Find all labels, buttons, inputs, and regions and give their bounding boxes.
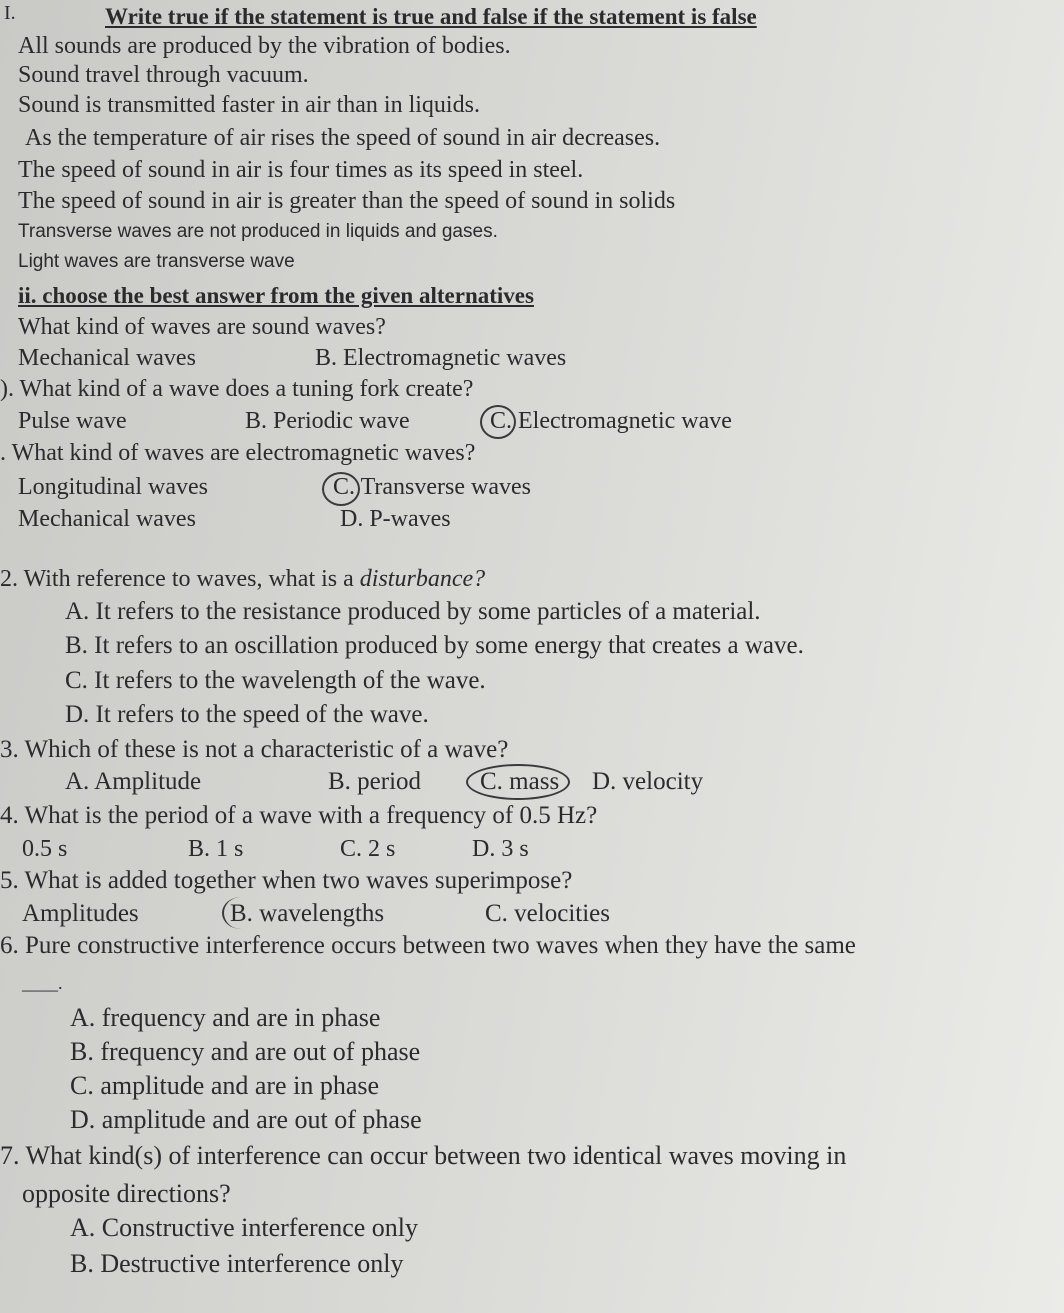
option: D. P-waves (340, 506, 451, 532)
option: A. Amplitude (65, 768, 202, 795)
option: D. velocity (592, 768, 704, 795)
question-text: 2. With reference to waves, what is a (0, 566, 360, 592)
statement: The speed of sound in air is greater than the speed of sound in solids (18, 188, 676, 214)
option: C. 2 s (340, 836, 396, 862)
option: D. It refers to the speed of the wave. (65, 701, 429, 728)
option: C. mass (480, 768, 560, 795)
statement: Sound is transmitted faster in air than in liquids. (18, 92, 480, 118)
question: 6. Pure constructive interference occurs between two waves when they have the same (0, 932, 856, 959)
option: C. amplitude and are in phase (70, 1071, 380, 1100)
section2-heading: ii. choose the best answer from the given alternatives (18, 283, 534, 308)
question: 5. What is added together when two waves superimpose? (0, 867, 573, 894)
option: C. Electromagnetic wave (490, 408, 732, 434)
option: C. Transverse waves (333, 474, 531, 500)
question (0, 566, 485, 592)
option: B. It refers to an oscillation produced by some energy that creates a wave. (65, 632, 804, 659)
answer-circle (322, 472, 360, 506)
option: B. 1 s (188, 836, 244, 862)
statement: Sound travel through vacuum. (18, 62, 309, 88)
question-continued: opposite directions? (22, 1179, 231, 1208)
section-number: I. (4, 2, 16, 24)
question: 7. What kind(s) of interference can occur between two identical waves moving in (0, 1141, 847, 1170)
section1-heading: Write true if the statement is true and false if the statement is false (105, 4, 757, 29)
answer-mark (222, 897, 260, 929)
option: 0.5 s (22, 836, 68, 862)
statement: As the temperature of air rises the speed of sound in air decreases. (25, 125, 661, 151)
option: Mechanical waves (18, 345, 196, 371)
option: B. Destructive interference only (70, 1249, 404, 1278)
option: B. period (328, 768, 422, 795)
option: B. Electromagnetic waves (315, 345, 567, 371)
answer-circle (466, 764, 570, 800)
option: C. It refers to the wavelength of the wave. (65, 667, 486, 694)
option: Mechanical waves (18, 506, 196, 532)
answer-circle (480, 405, 516, 439)
question-italic: disturbance? (359, 566, 486, 592)
option: Pulse wave (18, 408, 127, 434)
option: Amplitudes (22, 900, 139, 927)
option: A. frequency and are in phase (70, 1003, 381, 1032)
option: C. velocities (485, 900, 610, 927)
answer-blank: ____. (22, 973, 63, 993)
question: What kind of waves are sound waves? (18, 314, 386, 340)
question: 4. What is the period of a wave with a frequency of 0.5 Hz? (0, 802, 598, 829)
option: B. wavelengths (230, 900, 385, 927)
option: D. amplitude and are out of phase (70, 1105, 422, 1134)
option: B. frequency and are out of phase (70, 1037, 421, 1066)
option: A. Constructive interference only (70, 1213, 418, 1242)
statement: All sounds are produced by the vibration of bodies. (18, 33, 511, 59)
statement: The speed of sound in air is four times as its speed in steel. (18, 157, 584, 183)
question: 3. Which of these is not a characteristic of a wave? (0, 736, 509, 763)
question: ). What kind of a wave does a tuning fork create? (0, 376, 474, 402)
option: D. 3 s (472, 836, 529, 862)
option: B. Periodic wave (245, 408, 410, 434)
statement: Transverse waves are not produced in liquids and gases. (18, 221, 498, 242)
option: A. It refers to the resistance produced by some particles of a material. (65, 598, 761, 625)
question: . What kind of waves are electromagnetic waves? (0, 440, 476, 466)
option: Longitudinal waves (18, 474, 208, 500)
statement: Light waves are transverse wave (18, 251, 295, 272)
